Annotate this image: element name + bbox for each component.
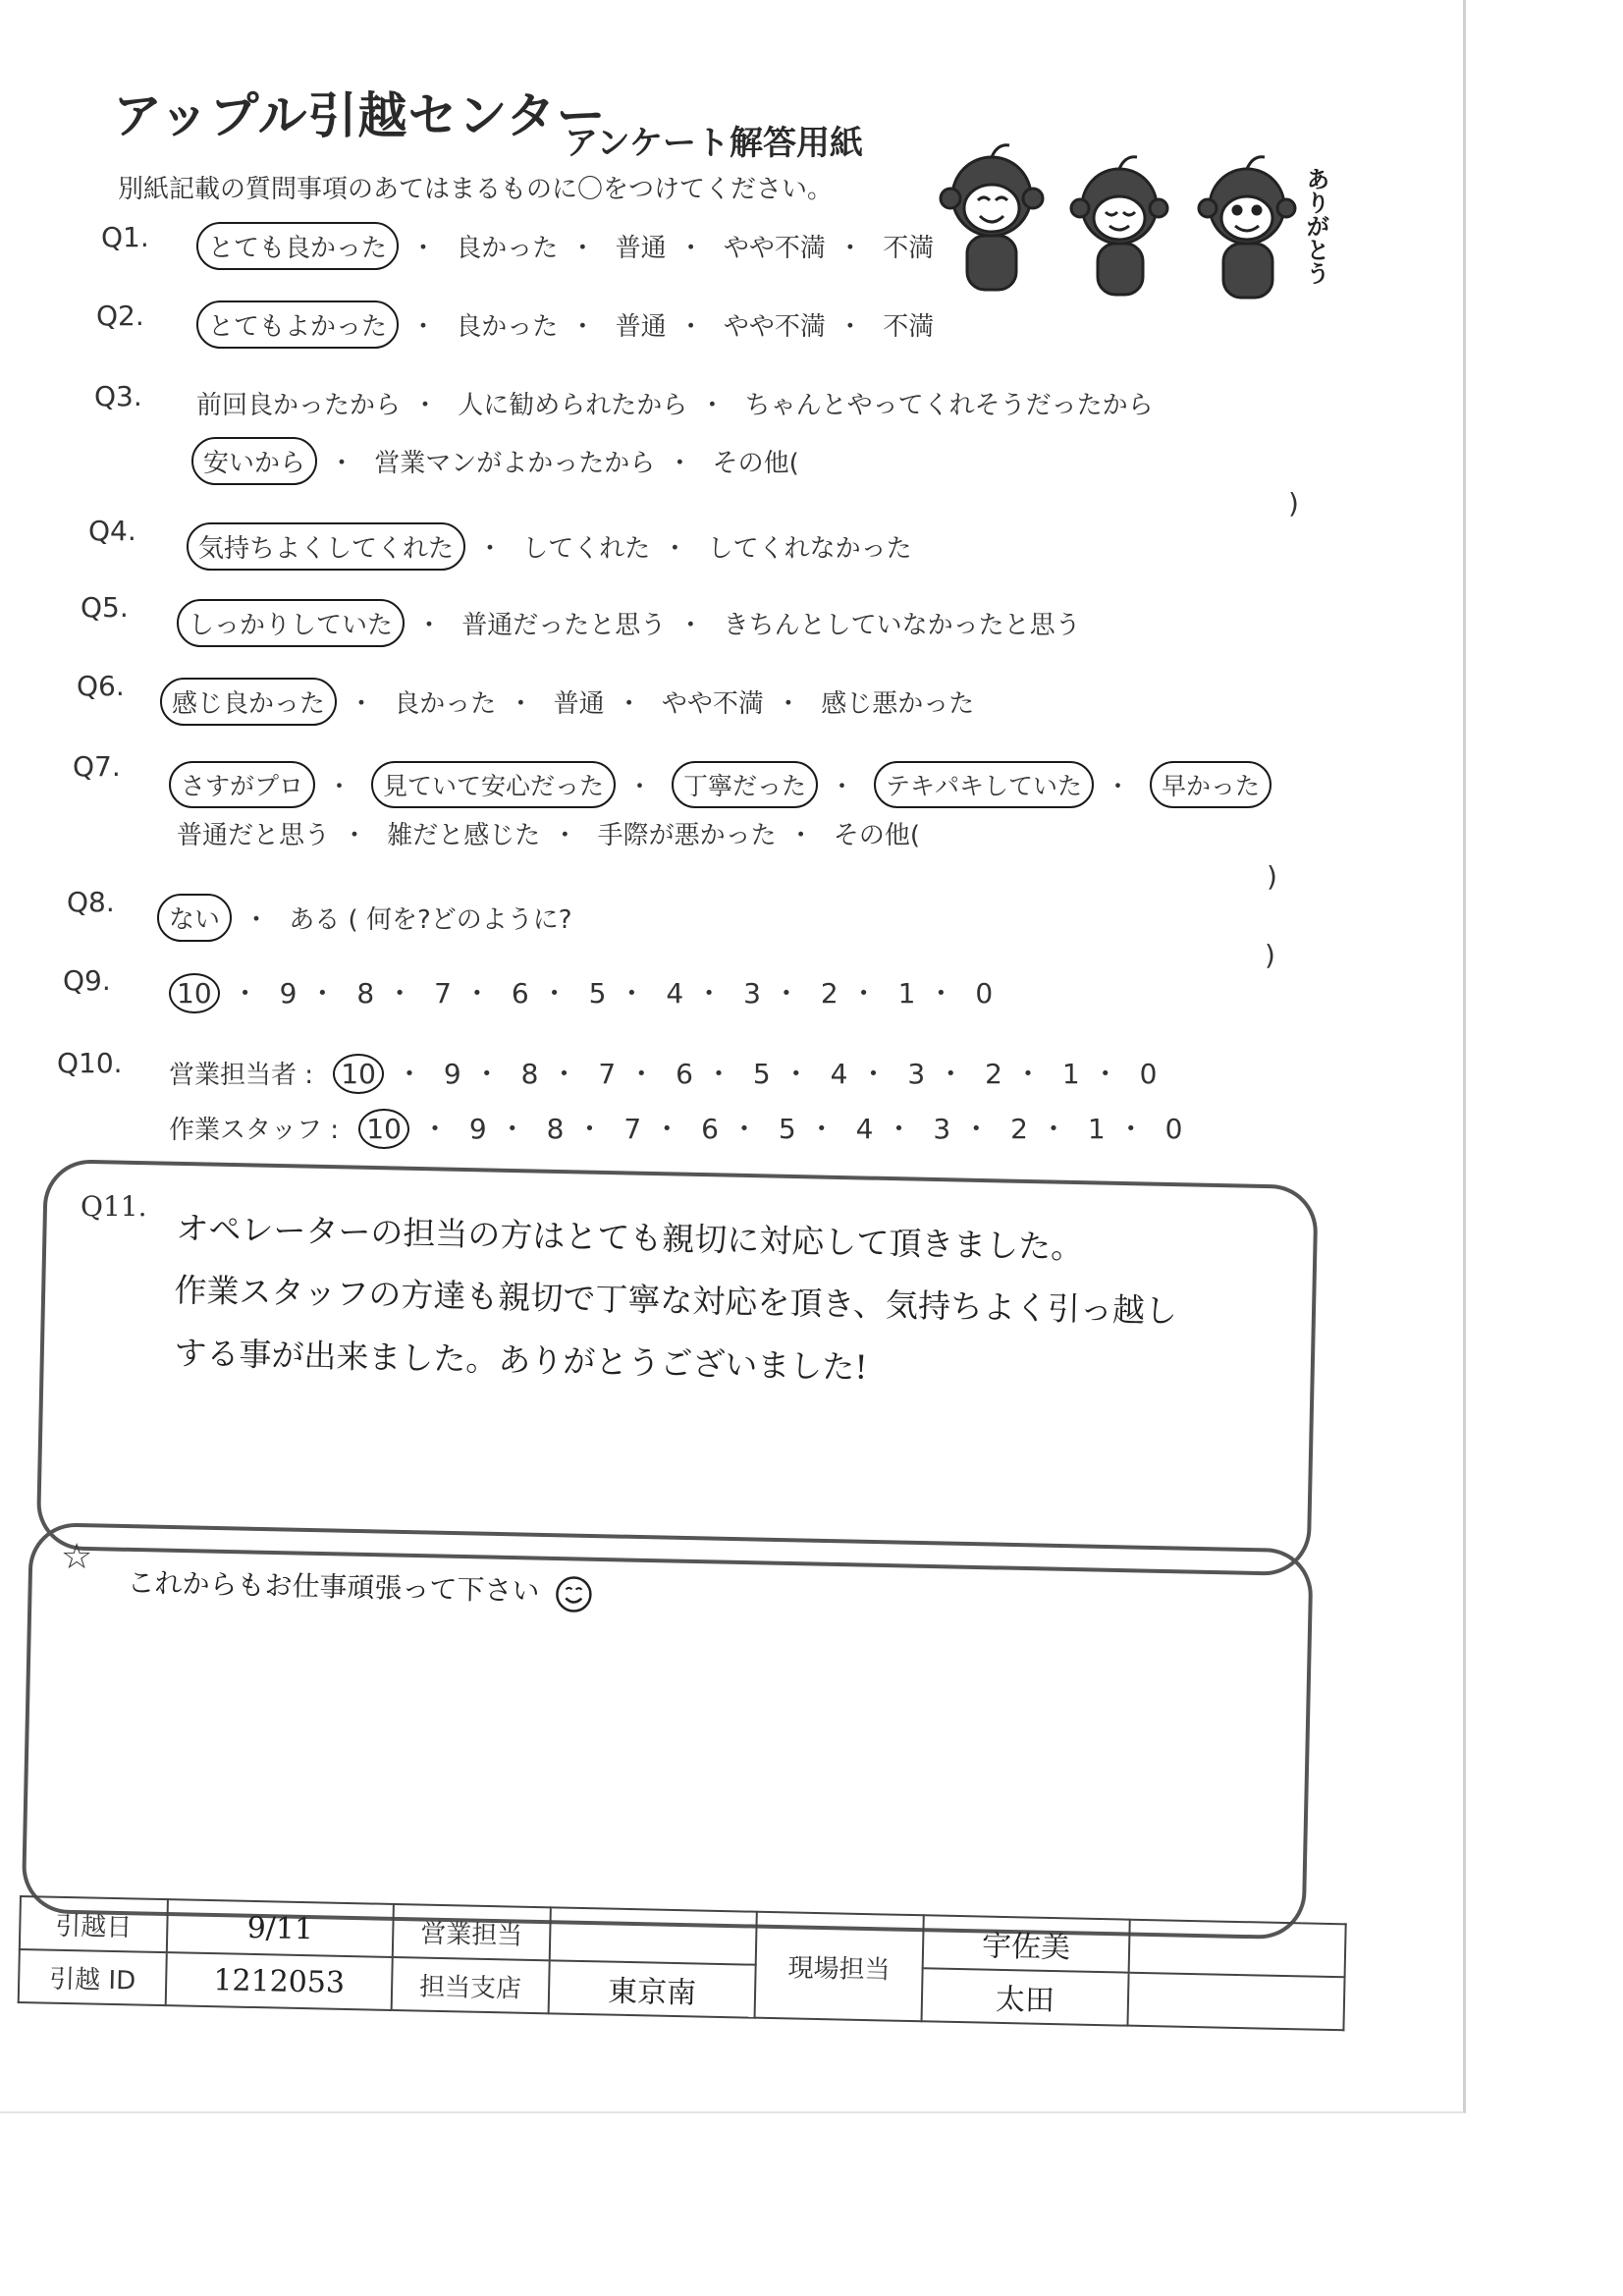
q6-option[interactable]: やや不満 — [661, 689, 764, 719]
q10-staff-score-selected[interactable]: 10 — [358, 1109, 409, 1149]
q9-score[interactable]: 7 — [434, 977, 452, 1010]
q7-option-selected[interactable]: テキパキしていた — [874, 761, 1094, 808]
q3-option[interactable]: 前回良かったから — [196, 391, 402, 420]
q9-score[interactable]: 4 — [666, 977, 684, 1010]
q1-option[interactable]: 不満 — [883, 234, 935, 263]
q9-score[interactable]: 1 — [897, 977, 916, 1010]
q10-sales-score[interactable]: 6 — [676, 1058, 693, 1090]
q4-option-selected[interactable]: 気持ちよくしてくれた — [187, 522, 465, 571]
q8-label: Q8. — [67, 886, 115, 918]
q5-option[interactable]: 普通だったと思う — [461, 611, 667, 640]
q3-option-selected[interactable]: 安いから — [191, 437, 317, 485]
q1-option[interactable]: やや不満 — [723, 234, 826, 263]
q6-label: Q6. — [77, 670, 125, 702]
q7-option[interactable]: 雑だと感じた — [387, 821, 541, 850]
q5-label: Q5. — [81, 591, 129, 624]
q10-staff-score[interactable]: 8 — [546, 1113, 565, 1145]
q10-staff-score[interactable]: 4 — [855, 1113, 874, 1145]
q9-label: Q9. — [63, 964, 111, 997]
q10-staff-score[interactable]: 7 — [623, 1113, 642, 1145]
q4-option[interactable]: してくれた — [522, 534, 651, 564]
q7-option-selected[interactable]: さすがプロ — [169, 761, 315, 808]
q10-sales-score[interactable]: 4 — [830, 1058, 848, 1090]
q6-option-selected[interactable]: 感じ良かった — [160, 678, 337, 726]
q6-option[interactable]: 普通 — [553, 689, 605, 719]
move-date-value[interactable]: 9/11 — [167, 1899, 394, 1957]
q7-options-line1: さすがプロ ・ 見ていて安心だった ・ 丁寧だった ・ テキパキしていた ・ 早かった — [169, 761, 1271, 808]
q5-options: しっかりしていた ・ 普通だったと思う ・ きちんとしていなかったと思う — [177, 599, 1081, 647]
q10-staff-score[interactable]: 6 — [701, 1113, 719, 1145]
q11-comment-line2: 作業スタッフの方達も親切で丁寧な対応を頂き、気持ちよく引っ越し — [174, 1270, 1178, 1331]
q7-option-selected[interactable]: 丁寧だった — [672, 761, 818, 808]
move-id-value[interactable]: 1212053 — [166, 1952, 393, 2010]
site-label: 現場担当 — [755, 1912, 924, 2022]
q3-options-line2: 安いから ・ 営業マンがよかったから ・ その他( — [191, 437, 799, 485]
q2-option[interactable]: 普通 — [615, 312, 667, 342]
q10-sales-label: 営業担当者 : — [169, 1061, 314, 1090]
q7-close-paren: ) — [1267, 860, 1277, 893]
q3-options-line1: 前回良かったから ・ 人に勧められたから ・ ちゃんとやってくれそうだったから — [196, 385, 1154, 421]
q10-staff-score[interactable]: 3 — [933, 1113, 951, 1145]
q4-option[interactable]: してくれなかった — [707, 534, 912, 564]
q2-options: とてもよかった ・ 良かった ・ 普通 ・ やや不満 ・ 不満 — [196, 301, 934, 349]
q10-sales-score[interactable]: 3 — [907, 1058, 926, 1090]
q7-option-selected[interactable]: 見ていて安心だった — [371, 761, 616, 808]
q9-score[interactable]: 6 — [511, 977, 529, 1010]
q7-option[interactable]: 普通だと思う — [177, 821, 331, 850]
free-comment-message: これからもお仕事頑張って下さい — [127, 1565, 540, 1608]
q3-option[interactable]: 人に勧められたから — [458, 391, 688, 420]
q2-option[interactable]: 良かった — [456, 312, 559, 342]
q10-staff-score[interactable]: 2 — [1010, 1113, 1028, 1145]
move-id-label: 引越 ID — [19, 1949, 167, 2005]
q8-option[interactable]: ある ( 何を?どのように? — [289, 905, 572, 935]
q3-label: Q3. — [94, 380, 142, 412]
q7-option[interactable]: 手際が悪かった — [597, 821, 777, 850]
q11-label: Q11. — [81, 1190, 147, 1223]
q9-scale: 10 ・ 9 ・ 8 ・ 7 ・ 6 ・ 5 ・ 4 ・ 3 ・ 2 ・ 1 ・ 0 — [169, 972, 993, 1013]
q10-sales-score[interactable]: 2 — [985, 1058, 1002, 1090]
site-value-1[interactable]: 宇佐美 — [923, 1915, 1130, 1972]
q11-comment-line1: オペレーターの担当の方はとても親切に対応して頂きました。 — [176, 1208, 1084, 1267]
q7-option-other[interactable]: その他( — [833, 821, 921, 850]
q10-sales-score[interactable]: 8 — [520, 1058, 539, 1090]
q10-staff-row: 作業スタッフ : 10 ・ 9 ・ 8 ・ 7 ・ 6 ・ 5 ・ 4 ・ 3 ・ 2 ・ 1 ・ 0 — [169, 1108, 1182, 1149]
q10-staff-score[interactable]: 1 — [1087, 1113, 1106, 1145]
q10-sales-score[interactable]: 0 — [1139, 1058, 1158, 1090]
company-title: アップル引越センター — [113, 87, 607, 144]
q5-option-selected[interactable]: しっかりしていた — [177, 599, 405, 647]
q9-score[interactable]: 9 — [279, 977, 298, 1010]
q7-label: Q7. — [73, 750, 121, 783]
branch-label: 担当支店 — [392, 1957, 550, 2013]
instruction-text: 別紙記載の質問事項のあてはまるものに〇をつけてください。 — [118, 175, 834, 204]
q10-sales-score-selected[interactable]: 10 — [333, 1054, 384, 1094]
q3-option[interactable]: 営業マンがよかったから — [374, 449, 656, 478]
smiley-face-icon — [554, 1574, 594, 1614]
q8-option-selected[interactable]: ない — [157, 894, 232, 942]
q9-score[interactable]: 5 — [588, 977, 607, 1010]
q2-option[interactable]: やや不満 — [723, 312, 826, 342]
q6-options: 感じ良かった ・ 良かった ・ 普通 ・ やや不満 ・ 感じ悪かった — [160, 678, 974, 726]
q10-label: Q10. — [57, 1047, 123, 1079]
sales-value[interactable] — [550, 1907, 757, 1964]
site-extra-1[interactable] — [1129, 1920, 1346, 1978]
q9-score[interactable]: 2 — [820, 977, 839, 1010]
q10-staff-label: 作業スタッフ : — [169, 1116, 340, 1145]
q9-score[interactable]: 0 — [975, 977, 994, 1010]
q10-staff-score[interactable]: 0 — [1164, 1113, 1183, 1145]
q3-option-other[interactable]: その他( — [712, 449, 799, 478]
q6-option[interactable]: 良かった — [394, 689, 497, 719]
q2-option[interactable]: 不満 — [883, 312, 935, 342]
sales-label: 営業担当 — [393, 1904, 551, 1960]
q4-options: 気持ちよくしてくれた ・ してくれた ・ してくれなかった — [187, 522, 912, 571]
star-icon: ☆ — [61, 1537, 93, 1577]
q9-score-selected[interactable]: 10 — [169, 973, 220, 1013]
mascot-monkeys-illustration — [923, 137, 1355, 324]
q4-label: Q4. — [88, 515, 136, 547]
q7-options-line2: 普通だと思う ・ 雑だと感じた ・ 手際が悪かった ・ その他( — [177, 815, 920, 851]
q8-options: ない ・ ある ( 何を?どのように? — [157, 894, 572, 942]
q5-option[interactable]: きちんとしていなかったと思う — [723, 611, 1081, 640]
q10-sales-score[interactable]: 7 — [598, 1058, 617, 1090]
site-value-2[interactable]: 太田 — [922, 1968, 1129, 2025]
q3-option[interactable]: ちゃんとやってくれそうだったから — [744, 391, 1154, 420]
form-subtitle: アンケート解答用紙 — [565, 124, 863, 163]
q9-score[interactable]: 8 — [356, 977, 375, 1010]
q11-comment-line3: する事が出来ました。ありがとうございました! — [174, 1333, 868, 1387]
q1-option[interactable]: 普通 — [615, 234, 667, 263]
mascot-thanks-text: ありがとう — [1302, 167, 1329, 285]
q6-option[interactable]: 感じ悪かった — [821, 689, 975, 719]
q1-label: Q1. — [101, 221, 149, 253]
branch-value[interactable]: 東京南 — [549, 1960, 756, 2017]
q10-sales-score[interactable]: 9 — [443, 1058, 461, 1090]
site-extra-2[interactable] — [1127, 1973, 1344, 2031]
q1-options: とても良かった ・ 良かった ・ 普通 ・ やや不満 ・ 不満 — [196, 222, 934, 270]
q1-option[interactable]: 良かった — [456, 234, 559, 263]
q3-close-paren: ) — [1288, 487, 1299, 519]
move-date-label: 引越日 — [20, 1896, 168, 1952]
q7-option-selected[interactable]: 早かった — [1150, 761, 1271, 808]
q10-sales-score[interactable]: 1 — [1061, 1058, 1080, 1090]
q10-sales-score[interactable]: 5 — [752, 1058, 771, 1090]
q1-option-selected[interactable]: とても良かった — [196, 222, 399, 270]
q2-option-selected[interactable]: とてもよかった — [196, 301, 399, 349]
q10-staff-score[interactable]: 5 — [778, 1113, 796, 1145]
q8-close-paren: ) — [1265, 939, 1275, 971]
q2-label: Q2. — [96, 300, 144, 332]
q10-staff-score[interactable]: 9 — [468, 1113, 487, 1145]
q9-score[interactable]: 3 — [743, 977, 761, 1010]
q10-sales-row: 営業担当者 : 10 ・ 9 ・ 8 ・ 7 ・ 6 ・ 5 ・ 4 ・ 3 ・ 2 ・ 1 ・ 0 — [169, 1053, 1157, 1094]
